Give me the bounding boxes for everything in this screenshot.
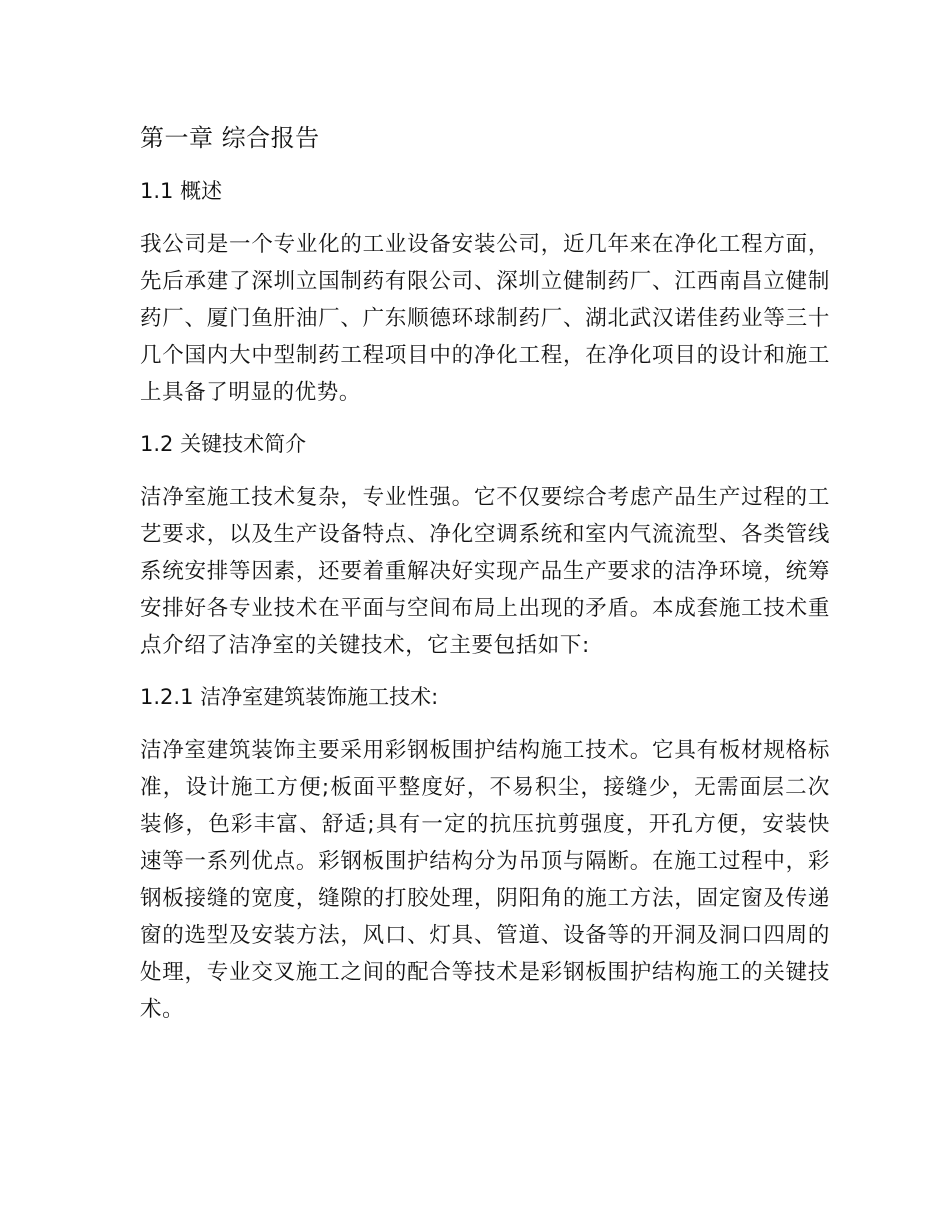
paragraph-overview: 我公司是一个专业化的工业设备安装公司，近几年来在净化工程方面，先后承建了深圳立国制药有限公司、深圳立健制药厂、江西南昌立健制药厂、厦门鱼肝油厂、广东顺德环球制药厂、湖北武汉诺佳药业等三十几个国内大中型制药工程项目中的净化工程，在净化项目的设计和施工上具备了明显的优势。 [140,232,830,405]
section-heading-overview: 1.1 概述 [140,179,223,203]
section-heading-key-tech: 1.2 关键技术简介 [140,432,307,456]
document-body [140,118,830,1044]
paragraph-key-tech: 洁净室施工技术复杂，专业性强。它不仅要综合考虑产品生产过程的工艺要求，以及生产设备特点、净化空调系统和室内气流流型、各类管线系统安排等因素，还要着重解决好实现产品生产要求的洁净环境，统筹安排好各专业技术在平面与空间布局上出现的矛盾。本成套施工技术重点介绍了洁净室的关键技术，它主要包括如下: [140,485,830,658]
section-heading-decoration-tech: 1.2.1 洁净室建筑装饰施工技术: [140,685,439,709]
chapter-title: 第一章 综合报告 [140,124,320,152]
paragraph-decoration-tech: 洁净室建筑装饰主要采用彩钢板围护结构施工技术。它具有板材规格标准，设计施工方便;板面平整度好，不易积尘，接缝少，无需面层二次装修，色彩丰富、舒适;具有一定的抗压抗剪强度，开孔方便，安装快速等一系列优点。彩钢板围护结构分为吊顶与隔断。在施工过程中，彩钢板接缝的宽度，缝隙的打胶处理，阴阳角的施工方法，固定窗及传递窗的选型及安装方法，风口、灯具、管道、设备等的开洞及洞口四周的处理，专业交叉施工之间的配合等技术是彩钢板围护结构施工的关键技术。 [140,738,830,1022]
